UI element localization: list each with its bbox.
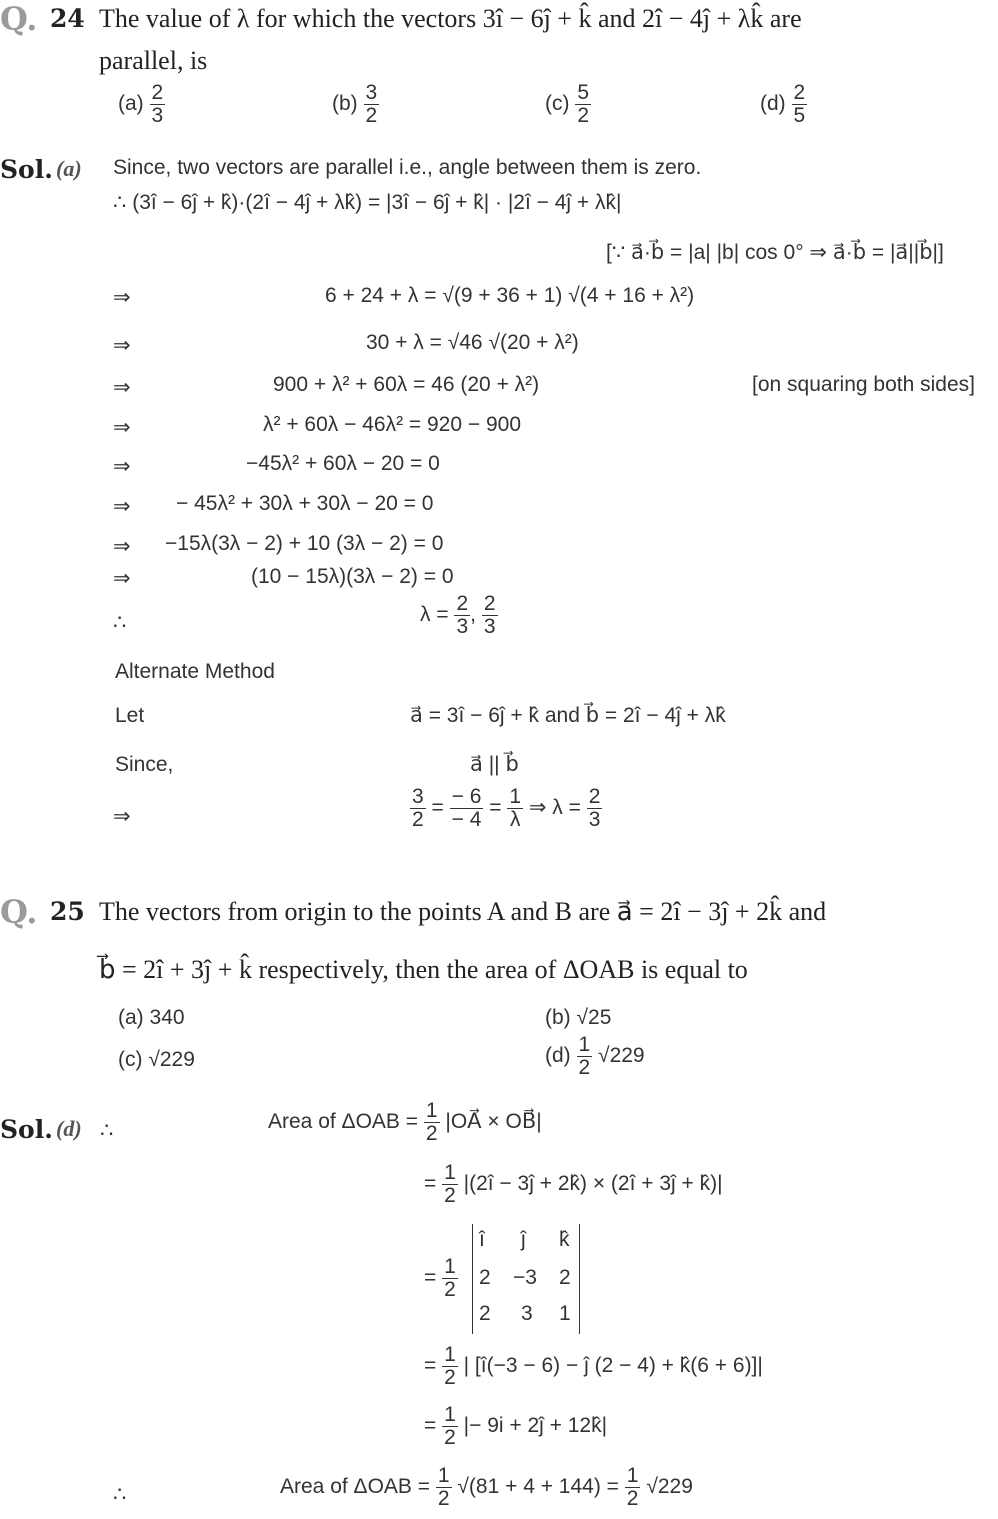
area-value: √229 <box>646 1475 693 1499</box>
fraction-numerator: 1 <box>425 1099 438 1122</box>
solution-step: 900 + λ² + 60λ = 46 (20 + λ²) <box>273 373 540 396</box>
solution-answer: (a) <box>56 156 82 181</box>
equals-sign: = <box>424 1172 437 1196</box>
implies-symbol: ⇒ <box>113 567 131 590</box>
solution-step: 30 + λ = √46 √(20 + λ²) <box>366 331 579 354</box>
option-label: (b) <box>332 92 358 116</box>
solution-step: 6 + 24 + λ = √(9 + 36 + 1) √(4 + 16 + λ²) <box>325 284 695 307</box>
fraction-numerator: − 6 <box>451 785 482 808</box>
alt-let: Let <box>115 704 145 727</box>
option-denominator: 5 <box>793 104 806 128</box>
alt-ratio: $\frac{3}{2}$ = $\frac{- 6}{- 4}$ = $\frac{1}{\lambda}$ ⇒ λ = $\frac{2}{3}$ <box>412 785 601 832</box>
solution-step: −45λ² + 60λ − 20 = 0 <box>246 452 440 475</box>
option-numerator: 2 <box>793 81 806 104</box>
area-expr: √(81 + 4 + 144) = <box>457 1475 619 1499</box>
area-line-2 <box>424 1162 723 1207</box>
option-label: (c) <box>545 92 570 116</box>
equals-sign: = <box>424 1414 437 1438</box>
area-line-5 <box>424 1404 607 1449</box>
option-label: (a) <box>118 92 144 116</box>
fraction-denominator: 2 <box>444 1426 456 1450</box>
implies-symbol: ⇒ <box>113 455 131 478</box>
fraction-numerator: 1 <box>509 785 522 808</box>
lambda-result: λ = $\frac{2}{3}$ , $\frac{2}{3}$ <box>420 592 496 639</box>
fraction-numerator: 1 <box>444 1343 456 1366</box>
option-denominator: 2 <box>577 104 590 128</box>
option-numerator: 2 <box>151 81 164 104</box>
determinant <box>472 1224 580 1334</box>
implies-symbol: ⇒ <box>113 805 131 828</box>
alt-result: ⇒ λ = <box>528 796 581 820</box>
option-denominator: 2 <box>365 104 378 128</box>
solution-note: [on squaring both sides] <box>752 373 975 396</box>
question-label: Q. <box>0 0 38 38</box>
fraction-numerator: 2 <box>483 592 496 615</box>
fraction-numerator: 1 <box>437 1464 450 1487</box>
option-c[interactable] <box>545 82 591 127</box>
option-value: √25 <box>576 1006 612 1029</box>
solution-intro: Since, two vectors are parallel i.e., angle between them is zero. <box>113 156 702 179</box>
question-number: 25 <box>50 897 85 926</box>
fraction-denominator: 2 <box>444 1184 456 1208</box>
option-a[interactable] <box>118 1006 185 1030</box>
option-c[interactable] <box>118 1048 195 1072</box>
option-label: (a) <box>118 1006 144 1029</box>
det-cell: 1 <box>559 1302 571 1325</box>
implies-symbol: ⇒ <box>113 334 131 357</box>
option-numerator: 1 <box>578 1033 591 1056</box>
fraction-numerator: 2 <box>588 785 601 808</box>
question-number: 24 <box>50 4 85 33</box>
det-cell: 3 <box>521 1302 533 1325</box>
option-denominator: 3 <box>151 104 164 128</box>
det-cell: 2 <box>559 1266 571 1289</box>
lambda-eq: λ = <box>420 603 449 627</box>
question-label: Q. <box>0 893 38 931</box>
therefore-symbol: ∴ <box>100 1119 114 1142</box>
det-cell: 2 <box>479 1266 491 1289</box>
solution-step: λ² + 60λ − 46λ² = 920 − 900 <box>263 413 522 436</box>
fraction-denominator: 2 <box>444 1278 456 1302</box>
area-final <box>280 1465 693 1510</box>
question-text: The vectors from origin to the points A and B are a⃗ = 2î − 3ĵ + 2k̂ and <box>99 897 827 926</box>
equals-sign: = <box>424 1266 437 1290</box>
implies-symbol: ⇒ <box>113 416 131 439</box>
fraction-denominator: 2 <box>437 1487 450 1511</box>
det-cell: −3 <box>513 1266 537 1289</box>
option-value: √229 <box>598 1044 645 1068</box>
solution-label: Sol. <box>0 155 53 184</box>
area-line-3 <box>424 1256 458 1301</box>
fraction-denominator: 2 <box>425 1122 438 1146</box>
option-d[interactable] <box>760 82 807 127</box>
solution-reason: [∵ a⃗·b⃗ = |a| |b| cos 0° ⇒ a⃗·b⃗ = |a⃗||b⃗|] <box>606 241 944 264</box>
area-expr: |(2î − 3ĵ + 2k̂) × (2î + 3ĵ + k̂)| <box>463 1172 723 1196</box>
option-label: (d) <box>545 1044 571 1068</box>
option-label: (d) <box>760 92 786 116</box>
option-value: √229 <box>148 1048 195 1071</box>
fraction-numerator: 2 <box>456 592 469 615</box>
solution-line: ∴ (3î − 6ĵ + k̂)·(2î − 4ĵ + λk̂) = |3î − 6ĵ + k̂| · |2î − 4ĵ + λk̂| <box>113 191 622 214</box>
question-text: parallel, is <box>99 46 208 75</box>
fraction-denominator: λ <box>509 808 521 832</box>
fraction-denominator: − 4 <box>451 808 482 832</box>
area-label: Area of ΔOAB = <box>268 1110 419 1134</box>
fraction-numerator: 1 <box>444 1255 456 1278</box>
therefore-symbol: ∴ <box>113 611 127 634</box>
fraction-numerator: 3 <box>412 785 424 808</box>
fraction-numerator: 1 <box>626 1464 639 1487</box>
option-b[interactable] <box>545 1006 611 1030</box>
solution-label: Sol. <box>0 1115 53 1144</box>
implies-symbol: ⇒ <box>113 286 131 309</box>
option-d[interactable] <box>545 1034 645 1079</box>
fraction-denominator: 2 <box>412 808 424 832</box>
implies-symbol: ⇒ <box>113 535 131 558</box>
fraction-denominator: 3 <box>483 615 496 639</box>
area-label: Area of ΔOAB = <box>280 1475 431 1499</box>
alt-let-expr: a⃗ = 3î − 6ĵ + k̂ and b⃗ = 2î − 4ĵ + λk̂ <box>410 704 726 727</box>
solution-step: −15λ(3λ − 2) + 10 (3λ − 2) = 0 <box>165 532 444 555</box>
implies-symbol: ⇒ <box>113 376 131 399</box>
option-denominator: 2 <box>578 1056 591 1080</box>
question-text: The value of λ for which the vectors 3î − 6ĵ + k̂ and 2î − 4ĵ + λk̂ are <box>99 4 802 33</box>
option-a[interactable] <box>118 82 165 127</box>
solution-answer: (d) <box>56 1116 82 1141</box>
option-numerator: 3 <box>365 81 378 104</box>
area-expr: |− 9i + 2ĵ + 12k̂| <box>463 1414 608 1438</box>
det-cell: 2 <box>479 1302 491 1325</box>
fraction-denominator: 3 <box>456 615 469 639</box>
det-cell: ĵ <box>521 1228 526 1251</box>
fraction-denominator: 2 <box>444 1366 456 1390</box>
area-line-4 <box>424 1344 763 1389</box>
fraction-denominator: 2 <box>626 1487 639 1511</box>
therefore-symbol: ∴ <box>113 1483 127 1506</box>
fraction-numerator: 1 <box>444 1403 456 1426</box>
solution-step: (10 − 15λ)(3λ − 2) = 0 <box>251 565 454 588</box>
alt-since: Since, <box>115 753 174 776</box>
question-text: b⃗ = 2î + 3ĵ + k̂ respectively, then the area of ΔOAB is equal to <box>99 955 748 984</box>
option-label: (c) <box>118 1048 143 1071</box>
det-cell: î <box>479 1228 485 1251</box>
option-value: 340 <box>149 1006 185 1029</box>
alt-since-expr: a⃗ || b⃗ <box>470 753 519 776</box>
option-label: (b) <box>545 1006 571 1029</box>
area-expr: | [î(−3 − 6) − ĵ (2 − 4) + k̂(6 + 6)]| <box>463 1354 763 1378</box>
option-b[interactable] <box>332 82 379 127</box>
det-cell: k̂ <box>559 1228 570 1251</box>
implies-symbol: ⇒ <box>113 495 131 518</box>
fraction-denominator: 3 <box>588 808 601 832</box>
equals-sign: = <box>424 1354 437 1378</box>
solution-step: − 45λ² + 30λ + 30λ − 20 = 0 <box>176 492 434 515</box>
area-line-1 <box>268 1100 542 1145</box>
alternate-method-title: Alternate Method <box>115 660 275 683</box>
option-numerator: 5 <box>577 81 590 104</box>
area-expr: |OA⃗ × OB⃗| <box>445 1110 542 1134</box>
fraction-numerator: 1 <box>444 1161 456 1184</box>
